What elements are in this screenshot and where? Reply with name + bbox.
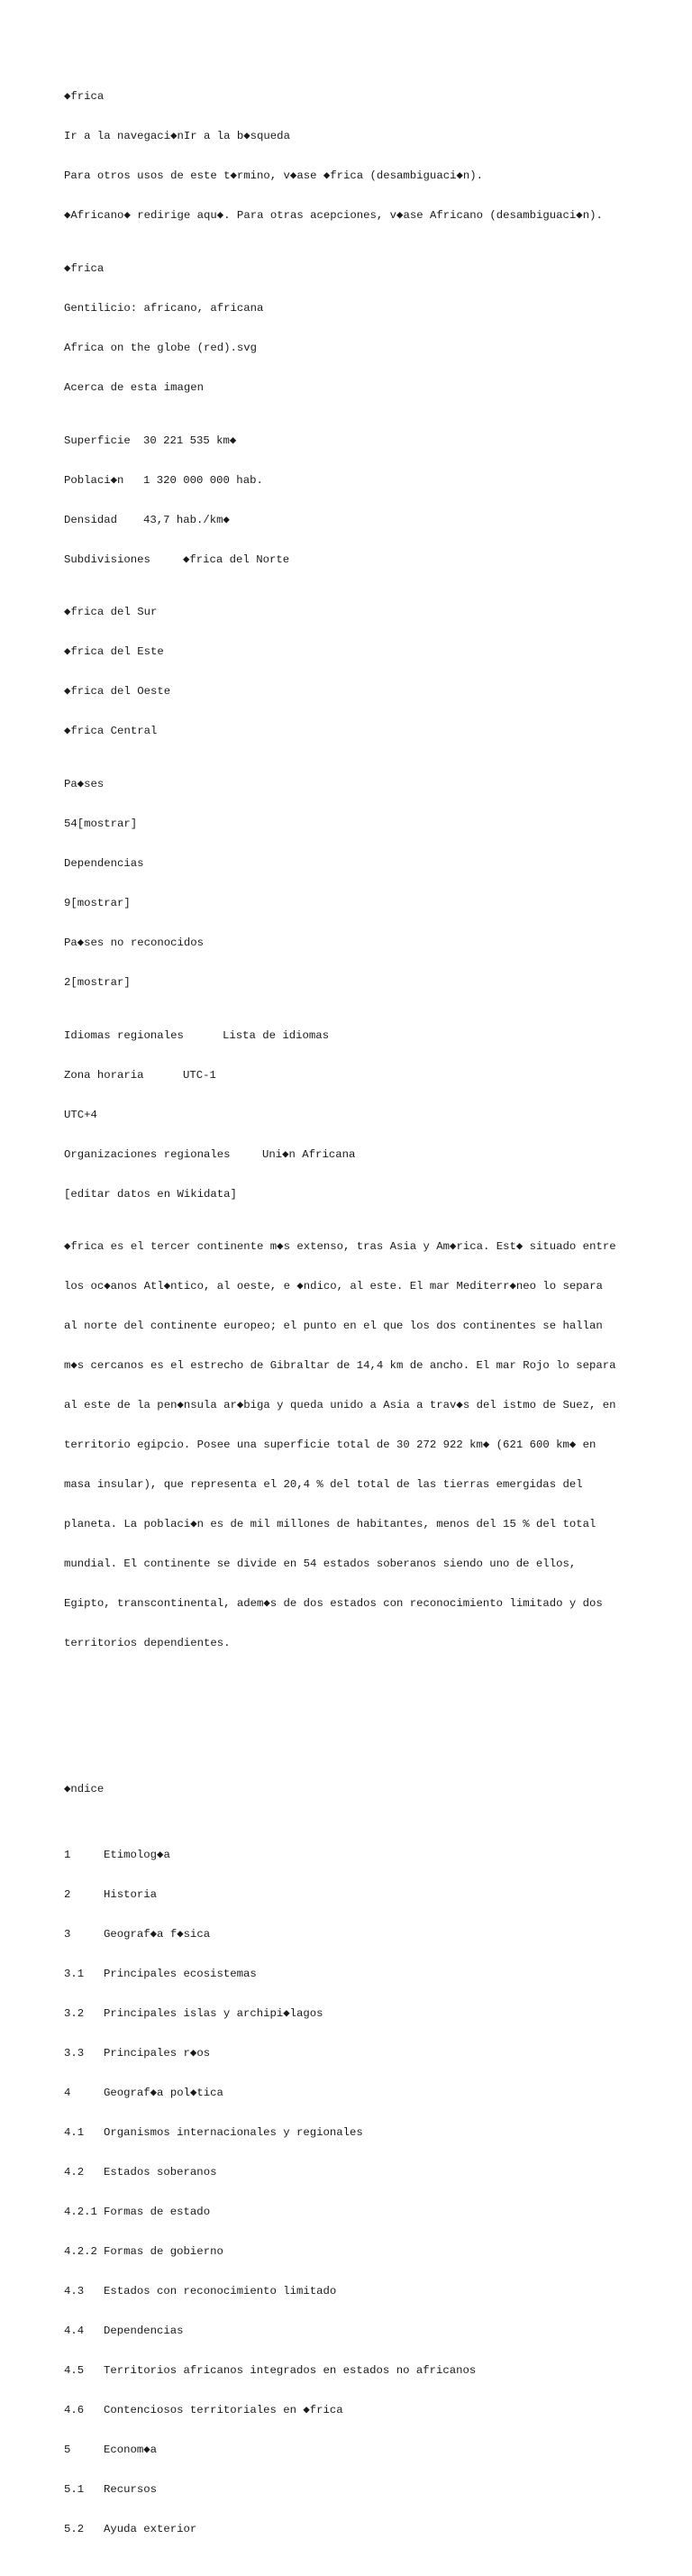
toc-item[interactable] <box>64 2285 641 2298</box>
article-document <box>64 64 641 2576</box>
toc-number: 5.1 <box>64 2483 85 2497</box>
infobox-value: 43,7 hab./km◆ <box>143 513 230 526</box>
subdivision-link[interactable]: ◆frica del Sur <box>64 606 158 619</box>
toc-item[interactable] <box>64 1928 641 1941</box>
toc-number: 4.5 <box>64 2364 85 2378</box>
toc-link[interactable]: Historia <box>104 1888 158 1902</box>
infobox-no-reconocidos-toggle[interactable]: 2[mostrar] <box>64 976 131 990</box>
spacer <box>64 1730 641 1743</box>
toc-item[interactable] <box>64 2206 641 2219</box>
infobox-value-link[interactable]: Uni◆n Africana <box>262 1147 356 1161</box>
toc-item[interactable] <box>64 2523 641 2536</box>
toc-item[interactable] <box>64 2087 641 2100</box>
toc-item[interactable] <box>64 2007 641 2021</box>
intro-line: m◆s cercanos es el estrecho de Gibraltar de 14,4 km de ancho. El mar Rojo lo separa <box>64 1359 616 1373</box>
infobox-label: Idiomas regionales <box>64 1028 184 1042</box>
infobox-no-reconocidos-label: Pa◆ses no reconocidos <box>64 936 204 950</box>
infobox-label: Subdivisiones <box>64 553 150 566</box>
infobox-row-subdivisiones <box>64 553 641 567</box>
toc-link[interactable]: Organismos internacionales y regionales <box>104 2126 363 2140</box>
toc-item[interactable] <box>64 2444 641 2457</box>
wikidata-edit-link[interactable]: [editar datos en Wikidata] <box>64 1187 237 1201</box>
intro-line: masa insular), que representa el 20,4 % del total de las tierras emergidas del <box>64 1478 583 1492</box>
toc-item[interactable] <box>64 1849 641 1862</box>
infobox-value-link[interactable]: ◆frica del Norte <box>183 553 290 566</box>
toc-link[interactable]: Principales r◆os <box>104 2047 211 2060</box>
toc-item[interactable] <box>64 2126 641 2140</box>
intro-line: los oc◆anos Atl◆ntico, al oeste, e ◆ndico, al este. El mar Mediterr◆neo lo separa <box>64 1280 603 1293</box>
toc-number: 4.1 <box>64 2126 85 2140</box>
infobox-row-organizaciones <box>64 1148 641 1162</box>
toc-number: 3.2 <box>64 2007 85 2021</box>
spacer <box>64 1690 641 1704</box>
toc-number: 4.2.1 <box>64 2206 97 2219</box>
intro-line: territorio egipcio. Posee una superficie total de 30 272 922 km◆ (621 600 km◆ en <box>64 1439 596 1452</box>
infobox-label: Superficie <box>64 434 131 447</box>
infobox-paises-toggle[interactable]: 54[mostrar] <box>64 818 138 831</box>
toc-item[interactable] <box>64 1888 641 1902</box>
page-title: ◆frica <box>64 90 105 104</box>
infobox-row-zona-horaria <box>64 1069 641 1082</box>
infobox-paises-label: Pa◆ses <box>64 778 105 791</box>
intro-line: planeta. La poblaci◆n es de mil millones de habitantes, menos del 15 % del total <box>64 1518 596 1531</box>
infobox-label: Zona horaria <box>64 1068 144 1082</box>
infobox-row-poblacion <box>64 474 641 488</box>
infobox-title: ◆frica <box>64 262 105 276</box>
skip-links[interactable]: Ir a la navegaci◆nIr a la b◆squeda <box>64 130 290 143</box>
toc-link[interactable]: Geograf◆a pol◆tica <box>104 2087 223 2100</box>
infobox-label: Poblaci◆n <box>64 473 124 487</box>
toc-number: 1 <box>64 1849 71 1862</box>
infobox-dependencias-toggle[interactable]: 9[mostrar] <box>64 897 131 910</box>
toc-item[interactable] <box>64 2047 641 2060</box>
infobox-value-link[interactable]: Lista de idiomas <box>223 1028 330 1042</box>
toc-number: 3.3 <box>64 2047 85 2060</box>
toc-number: 4.3 <box>64 2285 85 2298</box>
infobox-dependencias-label: Dependencias <box>64 857 144 871</box>
toc-link[interactable]: Principales islas y archipi◆lagos <box>104 2007 323 2021</box>
toc-item[interactable] <box>64 2483 641 2497</box>
toc-number: 5 <box>64 2444 71 2457</box>
toc-link[interactable]: Recursos <box>104 2483 158 2497</box>
toc-number: 4.2 <box>64 2166 85 2179</box>
infobox-image-link[interactable]: Africa on the globe (red).svg <box>64 342 258 355</box>
toc-number: 4 <box>64 2087 71 2100</box>
toc-number: 3 <box>64 1928 71 1941</box>
toc-item[interactable] <box>64 2245 641 2259</box>
toc-title: ◆ndice <box>64 1782 105 1795</box>
infobox-gentilicio: Gentilicio: africano, africana <box>64 302 264 315</box>
intro-line: ◆frica es el tercer continente m◆s extenso, tras Asia y Am◆rica. Est◆ situado entre <box>64 1240 616 1254</box>
toc-item[interactable] <box>64 2364 641 2378</box>
toc-link[interactable]: Territorios africanos integrados en estados no africanos <box>104 2364 477 2378</box>
infobox-row-superficie <box>64 434 641 448</box>
toc-link[interactable]: Formas de estado <box>104 2206 211 2219</box>
infobox-row-densidad <box>64 514 641 527</box>
toc-link[interactable]: Geograf◆a f◆sica <box>104 1928 211 1941</box>
infobox-label: Densidad <box>64 513 118 526</box>
intro-line: territorios dependientes. <box>64 1637 231 1650</box>
infobox-image-about-link[interactable]: Acerca de esta imagen <box>64 381 204 395</box>
toc-link[interactable]: Contenciosos territoriales en ◆frica <box>104 2404 343 2417</box>
toc-number: 4.6 <box>64 2404 85 2417</box>
subdivision-link[interactable]: ◆frica del Este <box>64 645 164 659</box>
intro-line: mundial. El continente se divide en 54 estados soberanos siendo uno de ellos, <box>64 1557 577 1571</box>
table-of-contents <box>64 1822 641 2562</box>
toc-link[interactable]: Estados con reconocimiento limitado <box>104 2285 337 2298</box>
subdivision-link[interactable]: ◆frica del Oeste <box>64 685 171 699</box>
toc-link[interactable]: Estados soberanos <box>104 2166 217 2179</box>
infobox-zona-value-2[interactable]: UTC+4 <box>64 1108 97 1121</box>
hatnote-africano[interactable]: ◆Africano◆ redirige aqu◆. Para otras acepciones, v◆ase Africano (desambiguaci◆n). <box>64 209 603 223</box>
intro-line: al norte del continente europeo; el punto en el que los dos continentes se hallan <box>64 1320 603 1333</box>
toc-number: 4.4 <box>64 2325 85 2338</box>
toc-item[interactable] <box>64 2404 641 2417</box>
toc-item[interactable] <box>64 2325 641 2338</box>
infobox-row-idiomas <box>64 1029 641 1043</box>
infobox-value: 30 221 535 km◆ <box>143 434 237 447</box>
toc-link[interactable]: Principales ecosistemas <box>104 1968 257 1981</box>
intro-line: al este de la pen◆nsula ar◆biga y queda unido a Asia a trav◆s del istmo de Suez, en <box>64 1399 616 1412</box>
toc-link[interactable]: Econom◆a <box>104 2444 158 2457</box>
infobox-label: Organizaciones regionales <box>64 1147 231 1161</box>
subdivision-link[interactable]: ◆frica Central <box>64 725 158 738</box>
toc-number: 2 <box>64 1888 71 1902</box>
infobox-value-link[interactable]: UTC-1 <box>183 1068 216 1082</box>
toc-link[interactable]: Dependencias <box>104 2325 184 2338</box>
toc-link[interactable]: Ayuda exterior <box>104 2523 197 2536</box>
intro-line: Egipto, transcontinental, adem◆s de dos estados con reconocimiento limitado y dos <box>64 1597 603 1611</box>
toc-number: 3.1 <box>64 1968 85 1981</box>
toc-number: 4.2.2 <box>64 2245 97 2259</box>
toc-item[interactable] <box>64 1968 641 1981</box>
hatnote-desambiguacion[interactable]: Para otros usos de este t◆rmino, v◆ase ◆frica (desambiguaci◆n). <box>64 169 483 183</box>
toc-link[interactable]: Formas de gobierno <box>104 2245 223 2259</box>
toc-link[interactable]: Etimolog◆a <box>104 1849 170 1862</box>
toc-number: 5.2 <box>64 2523 85 2536</box>
toc-item[interactable] <box>64 2166 641 2179</box>
infobox-value: 1 320 000 000 hab. <box>143 473 263 487</box>
